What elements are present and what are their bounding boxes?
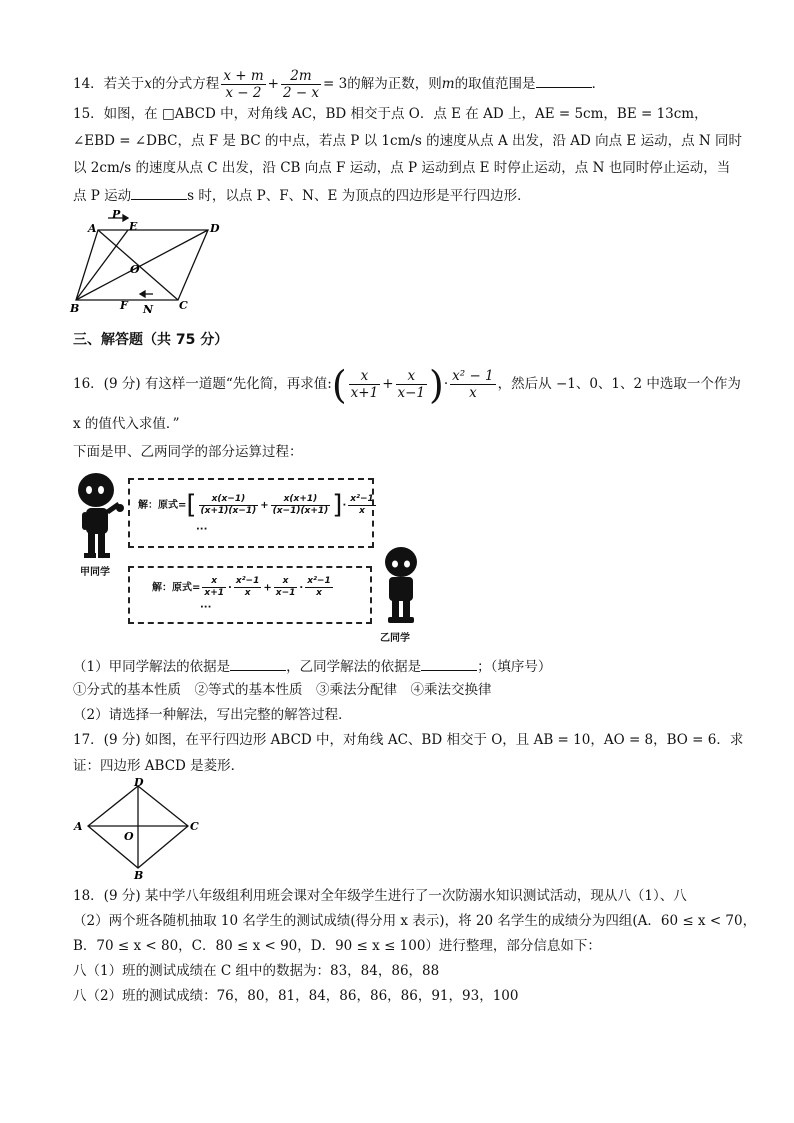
q17-line-2: 证：四边形 ABCD 是菱形． [73, 758, 245, 774]
q14-f2-num: 2m [281, 68, 321, 85]
q17-label-O: O [124, 830, 134, 843]
q16-f2-num: x [396, 368, 428, 385]
q15-parallelogram-figure [68, 210, 218, 320]
jia-f2-num: x(x+1) [271, 494, 331, 506]
yi-plus: + [263, 582, 272, 594]
yi-frac-3 [274, 576, 298, 599]
q16-jia-answer-blank[interactable] [230, 656, 286, 671]
q16-rparen: ) [429, 362, 444, 407]
q18-line-4: 八（1）班的测试成绩在 C 组中的数据为：83，84，86，88 [73, 963, 440, 979]
q17-label-A: A [74, 820, 83, 833]
q14-suffix2: 的取值范围是 [454, 76, 536, 92]
yi-frac-4 [305, 576, 333, 599]
q14-answer-blank[interactable] [536, 73, 592, 88]
yi-dot-1: · [228, 582, 232, 594]
jia-f1-num: x(x−1) [199, 494, 259, 506]
q14-f2-den: 2 − x [282, 85, 320, 101]
student-yi-figure [380, 545, 422, 627]
q16-line-1 [73, 364, 741, 405]
q15-answer-blank[interactable] [131, 185, 187, 200]
q15-label-C: C [179, 299, 188, 312]
jia-frac-3 [348, 494, 376, 517]
q18-line-5: 八（2）班的测试成绩：76，80，81，84，86，86，86，91，93，100 [73, 988, 519, 1004]
jia-frac-2 [271, 494, 331, 517]
q16-dot: · [443, 376, 449, 392]
q18-line-1: 18．(9 分) 某中学八年级组利用班会课对全年级学生进行了一次防溺水知识测试活动，现从八（1）、八 [73, 888, 687, 904]
yi-f4-num: x²−1 [307, 576, 331, 586]
q16-lparen: ( [331, 362, 347, 407]
q18-line-2: （2）两个班各随机抽取 10 名学生的测试成绩(得分用 x 表示)，将 20 名学生的成绩分为四组(A．60 ≤ x < 70， [73, 913, 757, 929]
q14-fraction-2 [281, 68, 321, 101]
q15-line-4 [73, 185, 531, 206]
jia-f3-den: x [359, 505, 365, 516]
jia-dot: · [342, 500, 347, 511]
q16-sub1-c: ；（填序号） [477, 659, 552, 675]
q14-var-x: x [144, 76, 152, 92]
q15-line-1: 15．如图，在 □ABCD 中，对角线 AC，BD 相交于点 O．点 E 在 AD 上，AE = 5cm，BE = 13cm， [73, 106, 708, 122]
student-jia-figure [74, 470, 126, 562]
jia-f3-num: x²−1 [350, 493, 374, 504]
yi-f1-den: x+1 [204, 588, 224, 598]
yi-f1-num: x [202, 576, 226, 588]
q15-label-P: P [112, 208, 121, 221]
q14-end: ． [591, 76, 606, 92]
yi-ellipsis: ··· [200, 602, 212, 613]
q18-line-3: B．70 ≤ x < 80，C．80 ≤ x < 90，D．90 ≤ x ≤ 100）进行整理，部分信息如下： [73, 938, 601, 954]
yi-dot-2: · [299, 582, 304, 594]
q16-f3-num: x² − 1 [452, 368, 494, 384]
q14-f1-num: x + m [223, 68, 264, 84]
yi-f2-den: x [244, 588, 251, 598]
q16-f1-den: x+1 [350, 385, 379, 401]
jia-f1-den: (x+1)(x−1) [200, 505, 257, 516]
q15-label-E: E [129, 220, 138, 233]
q15-line4-a: 点 P 运动 [73, 188, 132, 204]
q16-options: ①分式的基本性质 ②等式的基本性质 ③乘法分配律 ④乘法交换律 [73, 682, 492, 698]
q15-line-2: ∠EBD = ∠DBC，点 F 是 BC 的中点，若点 P 以 1cm/s 的速度从点 A 出发，沿 AD 向点 E 运动，点 N 同时 [73, 133, 742, 149]
q15-label-N: N [143, 303, 154, 316]
q16-sub1 [73, 656, 551, 677]
q16-line-2: x 的值代入求值．” [73, 416, 180, 432]
q17-line-1: 17．(9 分) 如图，在平行四边形 ABCD 中，对角线 AC、BD 相交于 O，且 AB = 10，AO = 8，BO = 6．求 [73, 732, 744, 748]
q16-line1-b: ，然后从 −1、0、1、2 中选取一个作为 [497, 376, 741, 392]
jia-ellipsis: ··· [196, 524, 208, 535]
yi-f2-num: x²−1 [235, 576, 260, 586]
yi-f3-den: x−1 [275, 588, 296, 598]
q16-frac-2 [396, 368, 428, 401]
jia-label: 解：原式= [138, 500, 187, 511]
q16-f3-den: x [469, 385, 477, 401]
yi-frac-1 [202, 576, 226, 599]
q14-f1-den: x − 2 [225, 85, 262, 101]
jia-frac-1 [199, 494, 259, 517]
q17-label-C: C [190, 820, 199, 833]
yi-solution-text [152, 576, 335, 599]
q14-prefix: 14．若关于 [73, 76, 145, 92]
q16-plus: + [382, 376, 394, 392]
yi-f4-den: x [316, 588, 322, 598]
q15-line-3: 以 2cm/s 的速度从点 C 出发，沿 CB 向点 F 运动，点 P 运动到点 E 时停止运动，点 N 也同时停止运动，当 [73, 160, 731, 176]
q16-line-3: 下面是甲、乙两同学的部分运算过程： [73, 444, 303, 460]
jia-caption: 甲同学 [80, 567, 110, 578]
q15-label-A: A [88, 222, 97, 235]
q14-plus: + [267, 76, 279, 92]
q15-label-B: B [70, 302, 80, 315]
q14-eq: = 3 [323, 76, 348, 92]
q14-var-m: m [441, 76, 455, 92]
q17-label-D: D [134, 776, 144, 789]
q15-label-O: O [130, 263, 140, 276]
q14-line [73, 68, 605, 101]
yi-label: 解：原式= [152, 582, 201, 594]
jia-f2-den: (x−1)(x+1) [272, 505, 329, 516]
q14-suffix1: 的解为正数，则 [347, 76, 442, 92]
q15-label-F: F [120, 299, 128, 312]
q17-label-B: B [134, 869, 144, 882]
yi-caption: 乙同学 [380, 633, 410, 644]
q15-label-D: D [210, 222, 220, 235]
q16-sub2: （2）请选择一种解法，写出完整的解答过程． [73, 707, 352, 723]
q16-f1-num: x [349, 368, 381, 385]
yi-frac-2 [234, 576, 262, 599]
jia-plus: + [260, 500, 269, 511]
q17-rhombus-figure [70, 776, 210, 882]
q14-fraction-1 [221, 68, 265, 101]
q15-line4-b: s 时，以点 P、F、N、E 为顶点的四边形是平行四边形． [187, 188, 531, 204]
q16-frac-1 [349, 368, 381, 401]
q16-line1-a: 16．(9 分) 有这样一道题“先化简，再求值: [73, 376, 332, 392]
q14-mid: 的分式方程 [151, 76, 220, 92]
q16-f2-den: x−1 [397, 385, 426, 401]
yi-f3-num: x [274, 576, 298, 588]
q16-frac-3 [450, 368, 496, 401]
section-3-title: 三、解答题（共 75 分） [73, 332, 229, 348]
q16-sub1-b: ，乙同学解法的依据是 [286, 659, 422, 675]
jia-solution-text: 解：原式=[ $\frac{x(x-1)}{(x+1)(x-1)}$ + $\frac{x(x+1)}{(x-1)(x+1)}$ ]· $\frac{\text{x²−1}}{x}$ [138, 490, 374, 520]
q16-sub1-a: （1）甲同学解法的依据是 [73, 659, 231, 675]
q16-yi-answer-blank[interactable] [421, 656, 477, 671]
